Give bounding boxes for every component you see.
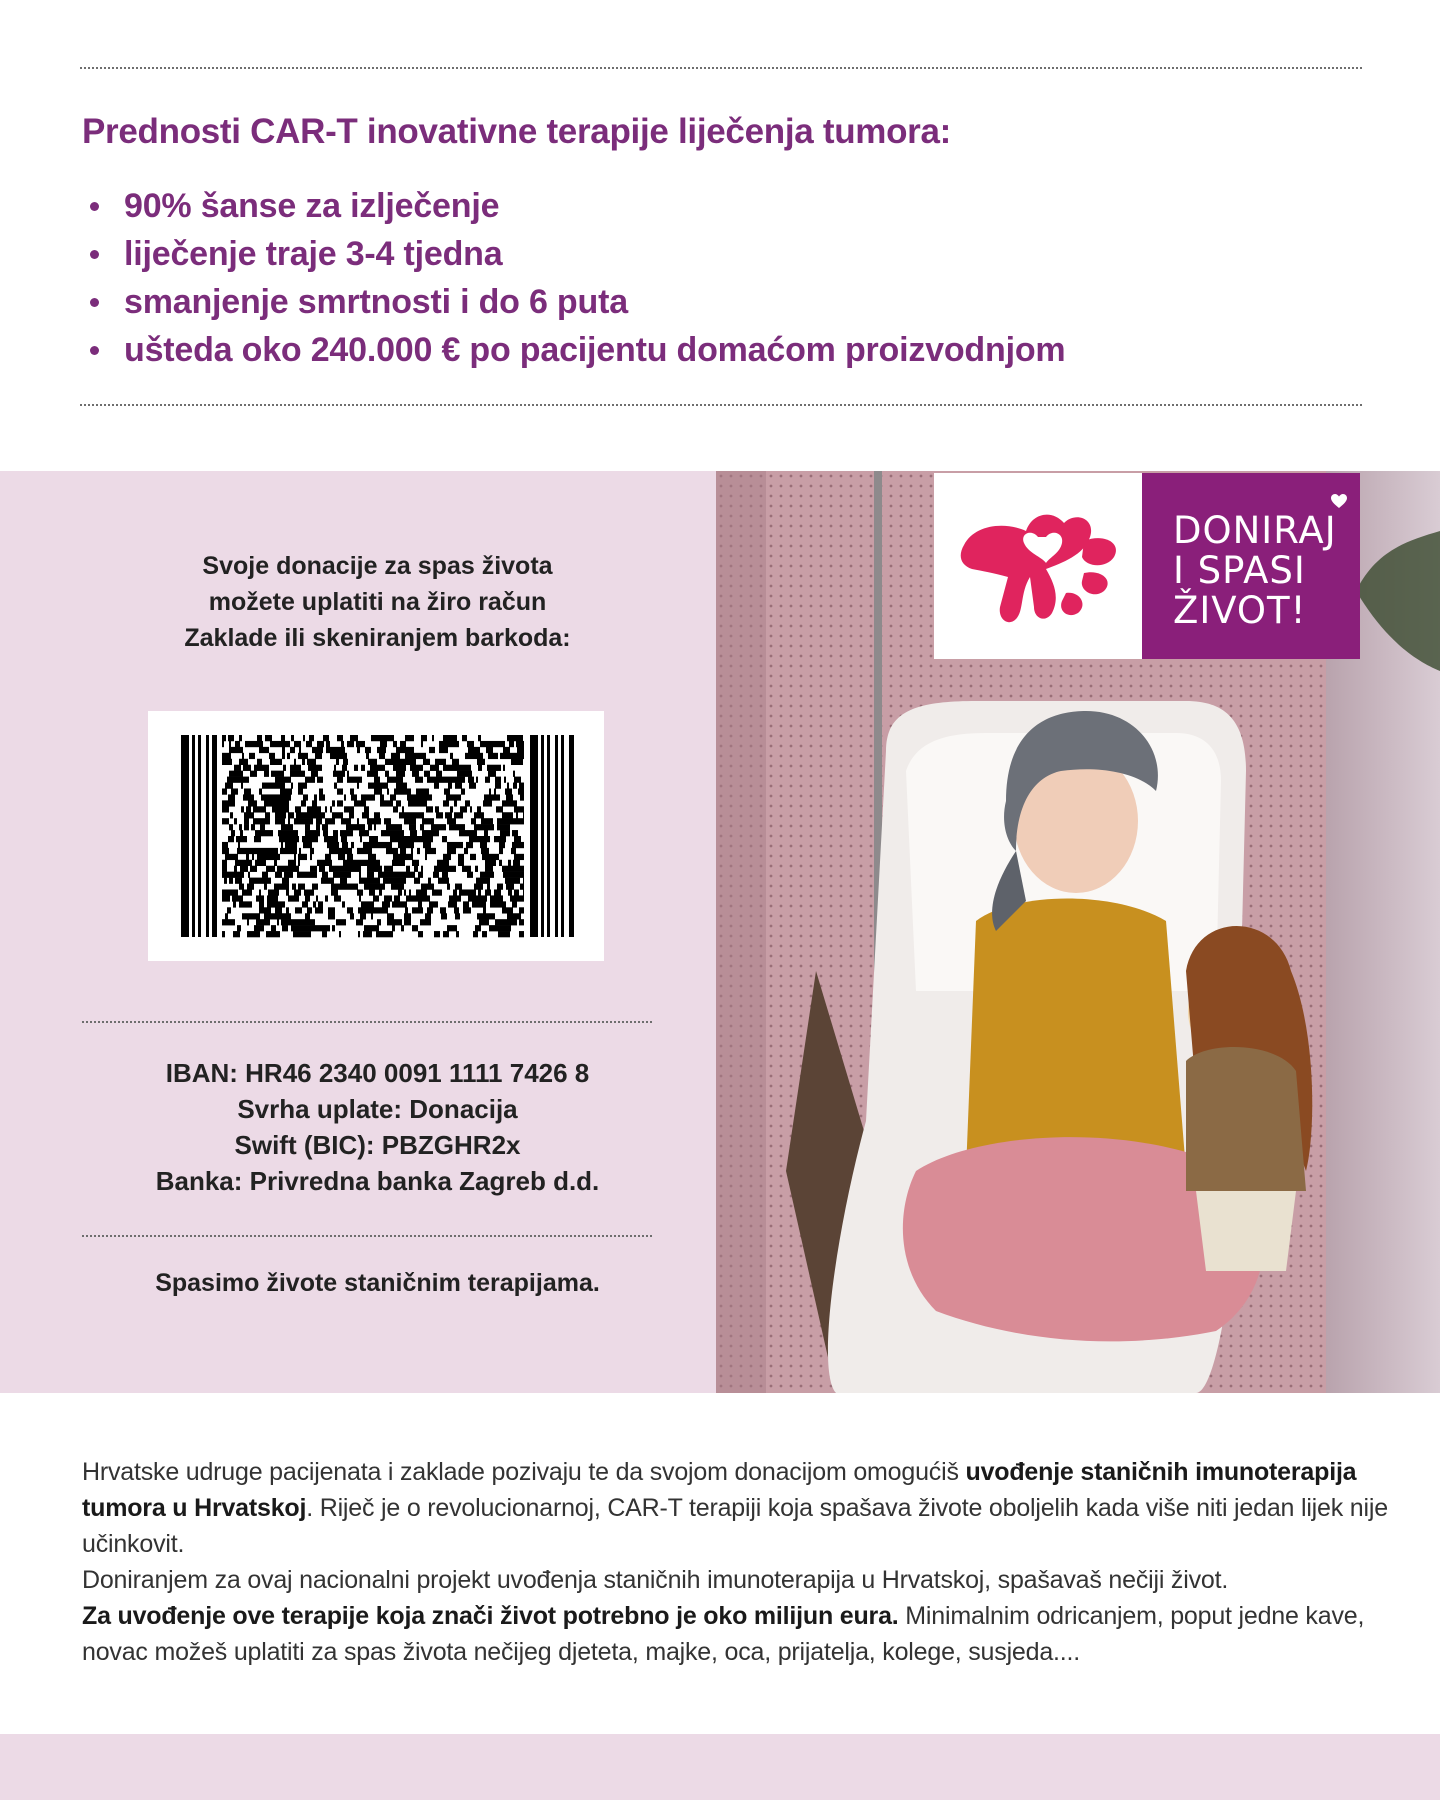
swift-code: Swift (BIC): PBZGHR2x bbox=[234, 1130, 521, 1160]
donate-cta[interactable] bbox=[1142, 473, 1360, 659]
foundation-logo bbox=[934, 473, 1142, 659]
appeal-paragraph: Hrvatske udruge pacijenata i zaklade pozivaju te da svojom donacijom omogućiš uvođenje staničnih imunoterapija tumora u Hrvatskoj. Riječ je o revolucionarnoj, CAR-T terapiji koja spašava živote oboljelih kada više niti jedan lijek nije učinkovit. bbox=[82, 1458, 1388, 1558]
bank-details bbox=[0, 1055, 755, 1199]
barcode-graphic bbox=[148, 711, 604, 961]
cta-line: I SPASI bbox=[1173, 549, 1306, 592]
cta-line: ŽIVOT! bbox=[1173, 589, 1307, 632]
benefit-item: liječenje traje 3-4 tjedna bbox=[82, 230, 1065, 278]
slogan: Spasimo živote staničnim terapijama. bbox=[155, 1269, 600, 1297]
bank-divider-top bbox=[82, 1021, 652, 1023]
benefits-title: Prednosti CAR-T inovativne terapije liječenja tumora: bbox=[82, 112, 952, 151]
donation-intro: Svoje donacije za spas života možete uplatiti na žiro račun Zaklade ili skeniranjem barkoda: bbox=[184, 552, 571, 652]
benefits-divider bbox=[80, 404, 1362, 406]
bank-name: Banka: Privredna banka Zagreb d.d. bbox=[155, 1166, 600, 1196]
heart-icon bbox=[1330, 493, 1348, 509]
payment-purpose: Svrha uplate: Donacija bbox=[237, 1094, 518, 1124]
bullet-icon bbox=[90, 346, 99, 355]
bullet-icon bbox=[90, 298, 99, 307]
appeal-text bbox=[82, 1454, 1412, 1670]
iban[interactable]: IBAN: HR46 2340 0091 1111 7426 8 bbox=[165, 1058, 590, 1088]
donation-panel bbox=[0, 471, 716, 1393]
benefit-item: smanjenje smrtnosti i do 6 puta bbox=[82, 278, 1065, 326]
hand-heart-icon bbox=[934, 473, 1142, 659]
payment-barcode[interactable] bbox=[148, 711, 604, 961]
benefit-item: ušteda oko 240.000 € po pacijentu domaćom proizvodnjom bbox=[82, 326, 1065, 374]
bullet-icon bbox=[90, 202, 99, 211]
footer-band bbox=[0, 1734, 1440, 1800]
top-divider bbox=[80, 67, 1362, 69]
bank-divider-bottom bbox=[82, 1235, 652, 1237]
cta-line: DONIRAJ bbox=[1173, 509, 1337, 552]
benefits-list bbox=[82, 182, 1065, 374]
benefit-item: 90% šanse za izlječenje bbox=[82, 182, 1065, 230]
bullet-icon bbox=[90, 250, 99, 259]
appeal-paragraph: Za uvođenje ove terapije koja znači život potrebno je oko milijun eura. Minimalnim odricanjem, poput jedne kave, novac možeš uplatiti za spas života nečijeg djeteta, majke, oca, prijatelja, kolege, susjeda.... bbox=[82, 1602, 1365, 1666]
appeal-paragraph: Doniranjem za ovaj nacionalni projekt uvođenja staničnih imunoterapija u Hrvatskoj, spašavaš nečiji život. bbox=[82, 1566, 1229, 1594]
